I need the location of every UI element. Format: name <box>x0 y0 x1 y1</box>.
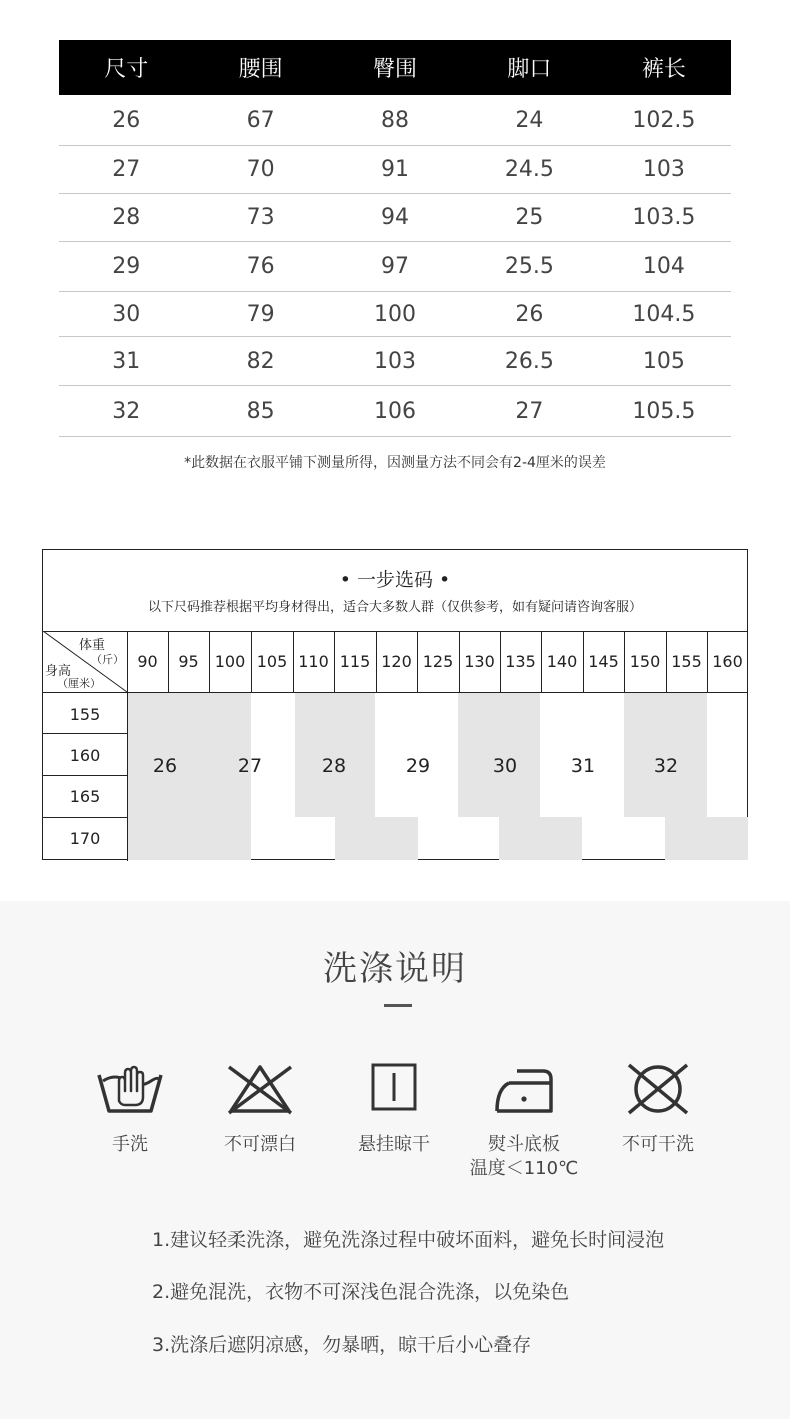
table-row <box>59 386 731 437</box>
size-label: 31 <box>570 755 596 777</box>
height-unit-label: （厘米） <box>57 677 101 690</box>
title-divider <box>384 1004 412 1007</box>
table-cell: 31 <box>112 348 141 374</box>
weight-cell: 150 <box>629 652 661 671</box>
table-row <box>59 292 731 337</box>
table-cell: 106 <box>374 398 417 424</box>
table-cell: 27 <box>112 157 141 182</box>
wash-item-hand-wash <box>65 1061 195 1157</box>
height-cell: 160 <box>69 746 101 765</box>
table-cell: 25.5 <box>504 254 554 279</box>
wash-item-no-bleach <box>195 1061 325 1157</box>
weight-cell: 140 <box>546 652 578 671</box>
table-cell: 82 <box>246 348 275 374</box>
wash-item-no-dry-clean <box>593 1061 723 1157</box>
size-label: 30 <box>492 755 518 777</box>
grid-line <box>43 775 128 776</box>
weight-cell: 130 <box>464 652 495 671</box>
table-cell: 105.5 <box>632 398 696 424</box>
table-cell: 79 <box>246 301 275 327</box>
weight-cell: 95 <box>178 652 199 671</box>
table-cell: 70 <box>246 157 275 182</box>
height-cell: 165 <box>69 787 101 806</box>
header-cell: 臀围 <box>373 57 418 82</box>
table-cell: 105 <box>642 348 685 374</box>
table-cell: 29 <box>112 254 141 279</box>
size-block-row170 <box>499 817 582 860</box>
wash-title: 洗涤说明 <box>323 949 467 989</box>
table-cell: 73 <box>246 205 275 230</box>
table-cell: 102.5 <box>632 107 696 133</box>
weight-unit-label: （斤） <box>91 653 124 666</box>
table-row <box>59 242 731 292</box>
height-label: 身高 <box>45 664 72 679</box>
table-row <box>59 194 731 242</box>
table-cell: 88 <box>381 107 410 133</box>
table-row <box>59 95 731 146</box>
no-bleach-icon <box>225 1061 295 1117</box>
wash-item-iron <box>459 1061 589 1181</box>
wash-item-label: 不可干洗 <box>622 1134 694 1155</box>
weight-cell: 125 <box>422 652 454 671</box>
wash-item-label: 熨斗底板 <box>488 1134 560 1155</box>
table-cell: 28 <box>112 205 141 230</box>
weight-cell: 90 <box>137 652 158 671</box>
wash-note: 3.洗涤后遮阴凉感，勿暴晒，晾干后小心叠存 <box>152 1334 532 1356</box>
iron-icon <box>489 1061 559 1117</box>
table-cell: 91 <box>381 157 410 182</box>
table-cell: 26.5 <box>504 348 554 374</box>
table-cell: 26 <box>515 301 544 327</box>
table-cell: 85 <box>246 398 275 424</box>
size-label: 29 <box>405 755 431 777</box>
weight-label: 体重 <box>79 638 106 653</box>
size-block-row170 <box>128 817 251 860</box>
table-cell: 30 <box>112 301 141 327</box>
table-cell: 27 <box>515 398 544 424</box>
height-cell: 170 <box>69 829 101 848</box>
table-row <box>59 146 731 194</box>
table-cell: 76 <box>246 254 275 279</box>
weight-cell: 135 <box>505 652 536 671</box>
no-dry-clean-icon <box>623 1061 693 1117</box>
weight-cell: 105 <box>256 652 288 671</box>
wash-item-label: 手洗 <box>112 1134 148 1155</box>
header-cell: 尺寸 <box>104 57 149 82</box>
size-block-row170 <box>335 817 418 860</box>
weight-cell: 100 <box>214 652 246 671</box>
weight-cell: 120 <box>381 652 412 671</box>
size-block-row170 <box>665 817 748 860</box>
grid-line <box>43 631 747 632</box>
wash-item-hang-dry <box>329 1061 459 1157</box>
size-label: 27 <box>237 755 263 777</box>
header-cell: 脚口 <box>507 57 552 82</box>
weight-cell: 110 <box>298 652 329 671</box>
grid-line <box>43 733 128 734</box>
size-label: 32 <box>653 755 679 777</box>
size-guide-grid <box>42 549 748 860</box>
weight-cell: 160 <box>712 652 743 671</box>
table-cell: 97 <box>381 254 410 279</box>
wash-note: 2.避免混洗，衣物不可深浅色混合洗涤，以免染色 <box>152 1281 570 1303</box>
hang-dry-icon <box>359 1061 429 1117</box>
size-label: 26 <box>152 755 178 777</box>
size-table <box>59 40 731 437</box>
hand-wash-icon <box>95 1061 165 1117</box>
wash-item-label: 不可漂白 <box>224 1134 296 1155</box>
header-cell: 腰围 <box>238 57 283 82</box>
table-cell: 100 <box>374 301 417 327</box>
table-cell: 103.5 <box>632 205 696 230</box>
table-cell: 103 <box>642 157 685 182</box>
table-cell: 104 <box>642 254 685 279</box>
table-cell: 104.5 <box>632 301 696 327</box>
wash-note: 1.建议轻柔洗涤，避免洗涤过程中破坏面料，避免长时间浸泡 <box>152 1229 665 1251</box>
size-label: 28 <box>321 755 347 777</box>
header-cell: 裤长 <box>641 57 686 82</box>
table-cell: 25 <box>515 205 544 230</box>
size-table-header <box>59 40 731 95</box>
weight-cell: 155 <box>671 652 702 671</box>
grid-line <box>43 692 747 693</box>
measurement-note: *此数据在衣服平铺下测量所得，因测量方法不同会有2-4厘米的误差 <box>184 455 606 471</box>
table-cell: 67 <box>246 107 275 133</box>
grid-line <box>43 817 128 818</box>
table-cell: 24.5 <box>504 157 554 182</box>
wash-section <box>0 901 790 1419</box>
size-guide-subtitle: 以下尺码推荐根据平均身材得出，适合大多数人群（仅供参考，如有疑问请咨询客服） <box>147 600 642 615</box>
table-cell: 32 <box>112 398 141 424</box>
table-row <box>59 337 731 386</box>
table-cell: 24 <box>515 107 544 133</box>
size-guide-title: • 一步选码 • <box>339 569 451 591</box>
height-cell: 155 <box>69 705 101 724</box>
wash-item-label: 悬挂晾干 <box>358 1134 430 1155</box>
weight-cell: 145 <box>588 652 619 671</box>
table-cell: 103 <box>374 348 417 374</box>
table-cell: 26 <box>112 107 141 133</box>
wash-item-label-2: 温度＜110℃ <box>469 1158 579 1179</box>
weight-cell: 115 <box>339 652 371 671</box>
table-cell: 94 <box>381 205 410 230</box>
